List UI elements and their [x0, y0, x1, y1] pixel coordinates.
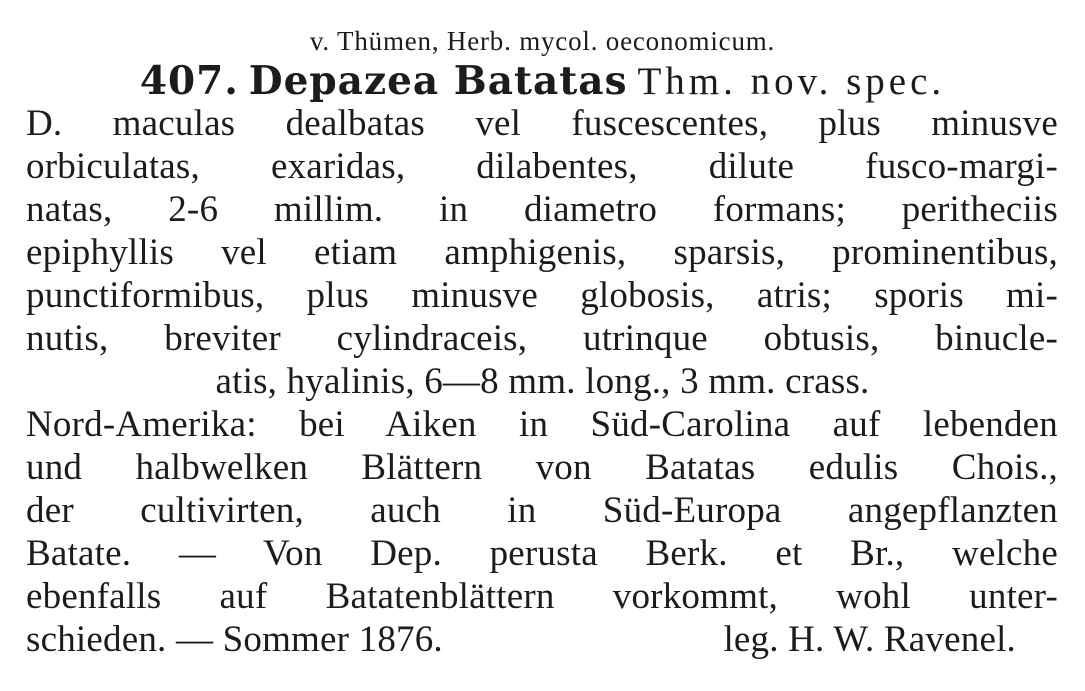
locality-line: Batate. — Von Dep. perusta Berk. et Br., welche: [26, 533, 1058, 574]
description-line: atis, hyalinis, 6—8 mm. long., 3 mm. crass.: [215, 361, 870, 402]
collector: leg. H. W. Ravenel.: [723, 619, 1016, 660]
locality-line: Nord-Amerika: bei Aiken in Süd-Carolina auf lebenden: [26, 404, 1058, 445]
description-line: punctiformibus, plus minusve globosis, atris; sporis mi-: [26, 275, 1058, 316]
final-line: [26, 620, 1016, 663]
description-line: natas, 2-6 millim. in diametro formans; peritheciis: [26, 189, 1058, 230]
description-line: orbiculatas, exaridas, dilabentes, dilute fusco-margi-: [26, 146, 1058, 187]
species-name: Depazea Batatas: [248, 58, 628, 104]
season-date: schieden. — Sommer 1876.: [26, 619, 443, 660]
description-line: nutis, breviter cylindraceis, utrinque obtusis, binucle-: [26, 318, 1058, 359]
species-title: [0, 60, 1085, 104]
description-line: D. maculas dealbatas vel fuscescentes, plus minusve: [26, 103, 1058, 144]
description-line: epiphyllis vel etiam amphigenis, sparsis, prominentibus,: [26, 232, 1058, 273]
locality-line: ebenfalls auf Batatenblättern vorkommt, wohl unter-: [26, 576, 1058, 617]
specimen-number: 407.: [139, 58, 239, 104]
locality-line: der cultivirten, auch in Süd-Europa angepflanzten: [26, 490, 1058, 531]
series-header: v. Thümen, Herb. mycol. oeconomicum.: [309, 26, 776, 56]
locality-line: und halbwelken Blättern von Batatas edulis Chois.,: [26, 447, 1058, 488]
species-author: Thm. nov. spec.: [637, 60, 946, 103]
